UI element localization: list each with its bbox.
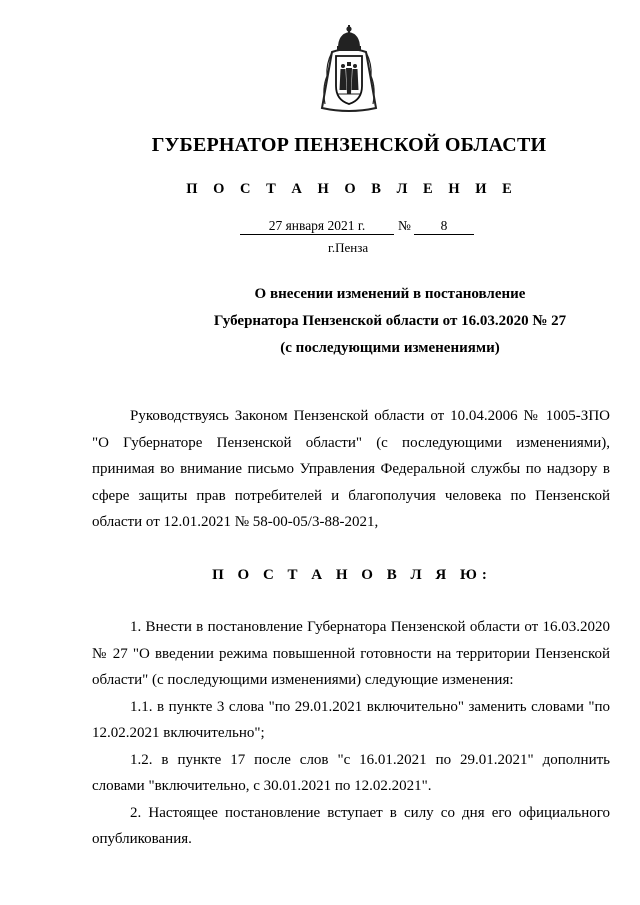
coat-of-arms-icon: [318, 24, 380, 116]
preamble-paragraph: Руководствуясь Законом Пензенской области от 10.04.2006 № 1005-ЗПО "О Губернаторе Пензенской области" (с последующими изменениями), принимая во внимание письмо Управления Федеральной службы по надзору в сфере защиты прав потребителей и благополучия человека по Пензенской области от 12.01.2021 № 58-00-05/3-88-2021,: [92, 408, 610, 530]
document-date: 27 января 2021 г.: [240, 217, 394, 235]
city-name: г.Пенза: [328, 240, 369, 255]
number-sign: №: [398, 218, 411, 233]
subject-line: (с последующими изменениями): [280, 340, 500, 356]
decree-item: 1.2. в пункте 17 после слов "с 16.01.2021 по 29.01.2021" дополнить словами "включительно, с 30.01.2021 по 12.02.2021".: [92, 751, 610, 794]
document-number: 8: [414, 217, 474, 235]
decree-heading: П О С Т А Н О В Л Я Ю:: [212, 567, 492, 583]
decree-item: 1.1. в пункте 3 слова "по 29.01.2021 включительно" заменить словами "по 12.02.2021 включительно";: [92, 698, 610, 741]
document-subject: [100, 281, 640, 362]
subject-line: О внесении изменений в постановление: [254, 286, 526, 302]
subject-line: Губернатора Пензенской области от 16.03.2020 № 27: [213, 313, 567, 329]
decree-items: [92, 614, 610, 853]
document-type: П О С Т А Н О В Л Е Н И Е: [186, 181, 518, 197]
authority-title: ГУБЕРНАТОР ПЕНЗЕНСКОЙ ОБЛАСТИ: [151, 134, 547, 156]
decree-item: 2. Настоящее постановление вступает в силу со дня его официального опубликования.: [92, 804, 610, 847]
decree-item: 1. Внести в постановление Губернатора Пензенской области от 16.03.2020 № 27 "О введении режима повышенной готовности на территории Пензенской области" (с последующими изменениями) следующие изменения:: [92, 619, 610, 688]
preamble: [92, 403, 610, 536]
